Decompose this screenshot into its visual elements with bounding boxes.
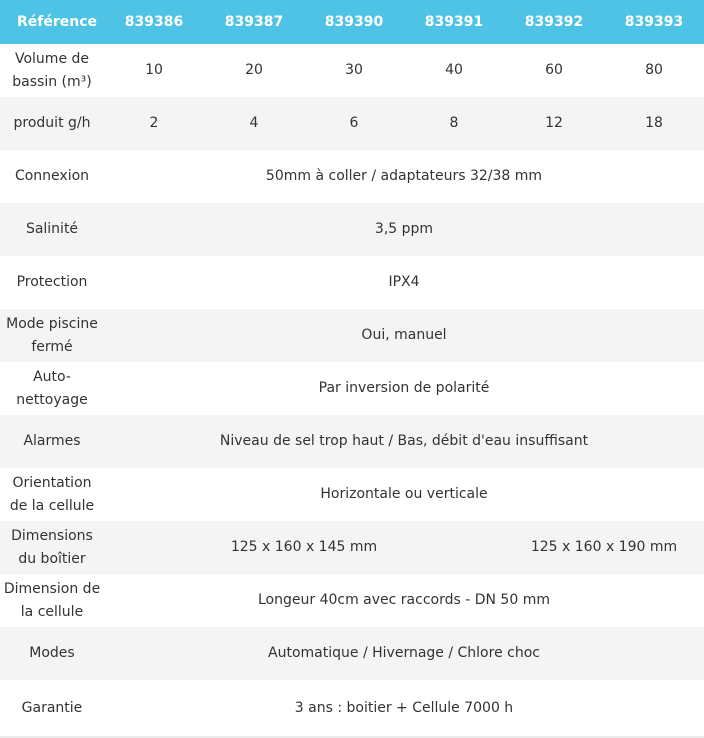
header-ref-839393: 839393 (624, 14, 684, 30)
row-modes (0, 627, 704, 680)
header-row (0, 0, 704, 44)
cell-value: IPX4 (388, 274, 420, 290)
cell-value: Longeur 40cm avec raccords - DN 50 mm (258, 592, 550, 608)
row-label: Dimensions du boîtier (11, 527, 93, 567)
cell-value: 3 ans : boitier + Cellule 7000 h (294, 699, 514, 716)
cell-value: 20 (245, 62, 263, 78)
cell-value: Horizontale ou verticale (320, 486, 488, 502)
row-alarmes (0, 415, 704, 468)
cell-value: 50mm à coller / adaptateurs 32/38 mm (265, 168, 543, 184)
cell-value: 2 (149, 115, 159, 131)
cell-value: 30 (345, 62, 363, 78)
row-orientation (0, 468, 704, 521)
row-label: Dimension de la cellule (3, 580, 101, 620)
row-label: Auto-nettoyage (16, 368, 88, 408)
cell-value: 3,5 ppm (374, 221, 434, 237)
row-label: Garantie (21, 699, 83, 716)
cell-value: Oui, manuel (361, 327, 447, 343)
header-ref-839391: 839391 (424, 14, 484, 30)
row-mode-ferme (0, 309, 704, 362)
cell-value: 60 (545, 62, 563, 78)
row-dimension-cellule (0, 574, 704, 627)
row-label: produit g/h (13, 115, 91, 131)
cell-value: 80 (645, 62, 663, 78)
header-reference-label: Référence (17, 14, 98, 30)
row-volume (0, 44, 704, 97)
row-auto-nettoyage (0, 362, 704, 415)
row-connexion (0, 150, 704, 203)
cell-value: Niveau de sel trop haut / Bas, débit d'eau insuffisant (219, 433, 589, 449)
row-label: Volume de bassin (m³) (12, 50, 92, 90)
cell-value: 8 (449, 115, 459, 131)
header-ref-839390: 839390 (324, 14, 384, 30)
header-ref-839386: 839386 (124, 14, 184, 30)
cell-value: Automatique / Hivernage / Chlore choc (268, 645, 540, 661)
header-ref-839392: 839392 (524, 14, 584, 30)
cell-value: 12 (545, 115, 563, 131)
row-garantie (0, 680, 704, 736)
row-protection (0, 256, 704, 309)
row-dimensions-boitier (0, 521, 704, 574)
cell-value: 125 x 160 x 145 mm (230, 539, 378, 555)
cell-value: Par inversion de polarité (318, 380, 490, 396)
row-label: Connexion (14, 168, 90, 184)
cell-value: 6 (349, 115, 359, 131)
header-ref-839387: 839387 (224, 14, 284, 30)
row-label: Salinité (25, 221, 79, 237)
row-production (0, 97, 704, 150)
row-label: Alarmes (23, 433, 81, 449)
row-label: Protection (16, 274, 88, 290)
row-label: Modes (29, 645, 75, 661)
row-label: Orientation de la cellule (9, 474, 95, 514)
cell-value: 18 (645, 115, 663, 131)
row-label: Mode piscine fermé (6, 315, 98, 355)
cell-value: 4 (249, 115, 259, 131)
cell-value: 125 x 160 x 190 mm (530, 539, 678, 555)
row-salinite (0, 203, 704, 256)
cell-value: 40 (445, 62, 463, 78)
cell-value: 10 (145, 62, 163, 78)
